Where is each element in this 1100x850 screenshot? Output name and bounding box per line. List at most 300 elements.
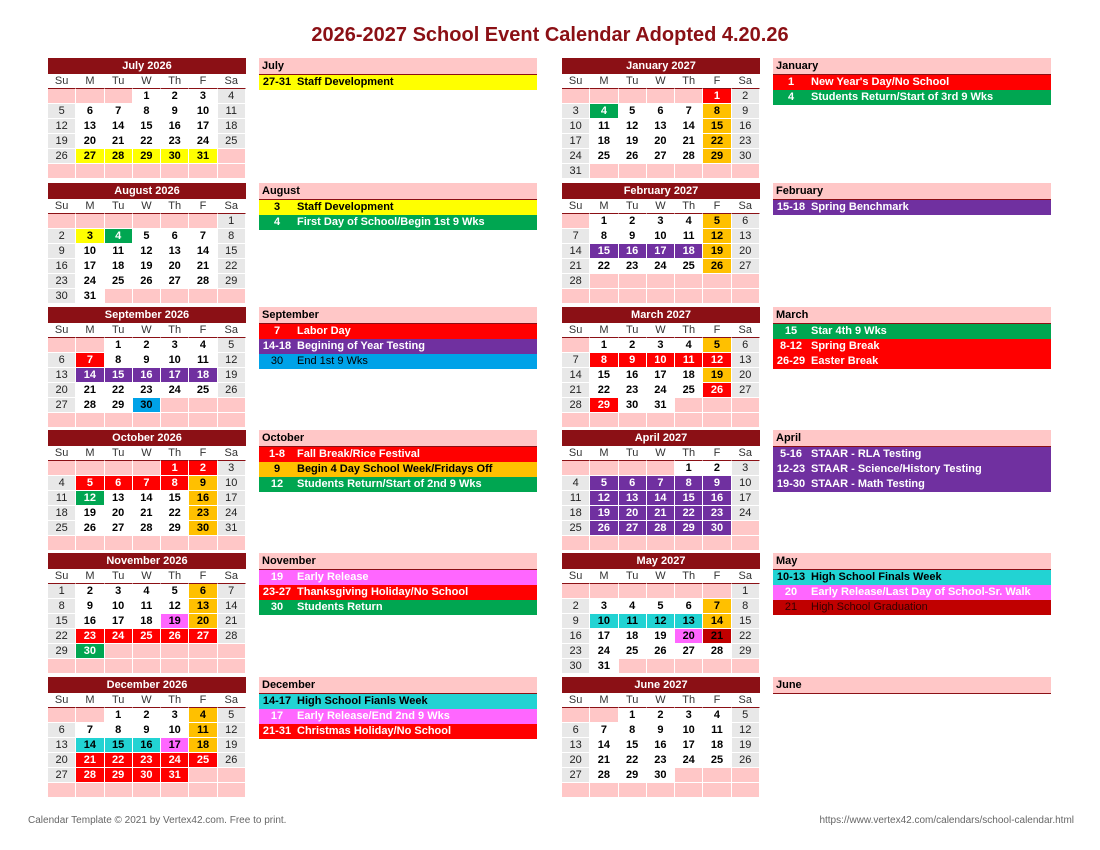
day-cell[interactable]: 26 <box>703 383 731 398</box>
day-cell[interactable]: 8 <box>105 353 133 368</box>
day-cell[interactable]: 11 <box>189 353 217 368</box>
day-cell[interactable]: 20 <box>732 244 760 259</box>
day-cell[interactable]: 1 <box>218 214 246 229</box>
day-cell[interactable]: 6 <box>732 338 760 353</box>
day-cell[interactable]: 24 <box>590 644 618 659</box>
day-cell[interactable]: 30 <box>562 659 590 674</box>
day-cell[interactable]: 7 <box>590 723 618 738</box>
day-cell[interactable]: 5 <box>218 708 246 723</box>
day-cell[interactable]: 15 <box>48 614 76 629</box>
day-cell[interactable]: 13 <box>161 244 189 259</box>
day-cell[interactable]: 15 <box>619 738 647 753</box>
day-cell[interactable]: 5 <box>590 476 618 491</box>
day-cell[interactable]: 18 <box>619 629 647 644</box>
day-cell[interactable]: 3 <box>161 338 189 353</box>
day-cell[interactable]: 9 <box>732 104 760 119</box>
day-cell[interactable]: 20 <box>732 368 760 383</box>
day-cell[interactable]: 28 <box>76 768 104 783</box>
day-cell[interactable]: 23 <box>732 134 760 149</box>
day-cell[interactable]: 4 <box>218 89 246 104</box>
day-cell[interactable]: 11 <box>218 104 246 119</box>
day-cell[interactable]: 2 <box>619 214 647 229</box>
day-cell[interactable]: 24 <box>161 753 189 768</box>
day-cell[interactable]: 1 <box>48 584 76 599</box>
day-cell[interactable]: 17 <box>76 259 104 274</box>
day-cell[interactable]: 27 <box>76 149 104 164</box>
day-cell[interactable]: 12 <box>218 353 246 368</box>
day-cell[interactable]: 9 <box>562 614 590 629</box>
day-cell[interactable]: 27 <box>675 644 703 659</box>
day-cell[interactable]: 5 <box>48 104 76 119</box>
day-cell[interactable]: 23 <box>161 134 189 149</box>
day-cell[interactable]: 19 <box>133 259 161 274</box>
day-cell[interactable]: 30 <box>76 644 104 659</box>
day-cell[interactable]: 22 <box>133 134 161 149</box>
day-cell[interactable]: 5 <box>703 214 731 229</box>
day-cell[interactable]: 27 <box>48 768 76 783</box>
day-cell[interactable]: 26 <box>218 383 246 398</box>
day-cell[interactable]: 4 <box>189 708 217 723</box>
day-cell[interactable]: 28 <box>133 521 161 536</box>
day-cell[interactable]: 19 <box>703 368 731 383</box>
day-cell[interactable]: 14 <box>189 244 217 259</box>
day-cell[interactable]: 15 <box>590 368 618 383</box>
day-cell[interactable]: 12 <box>703 229 731 244</box>
day-cell[interactable]: 12 <box>133 244 161 259</box>
day-cell[interactable]: 14 <box>590 738 618 753</box>
day-cell[interactable]: 20 <box>675 629 703 644</box>
day-cell[interactable]: 29 <box>590 398 618 413</box>
day-cell[interactable]: 27 <box>647 149 675 164</box>
day-cell[interactable]: 11 <box>105 244 133 259</box>
day-cell[interactable]: 9 <box>76 599 104 614</box>
day-cell[interactable]: 2 <box>647 708 675 723</box>
day-cell[interactable]: 11 <box>675 353 703 368</box>
day-cell[interactable]: 2 <box>48 229 76 244</box>
day-cell[interactable]: 19 <box>48 134 76 149</box>
day-cell[interactable]: 1 <box>675 461 703 476</box>
day-cell[interactable]: 10 <box>590 614 618 629</box>
day-cell[interactable]: 12 <box>647 614 675 629</box>
day-cell[interactable]: 13 <box>732 353 760 368</box>
day-cell[interactable]: 16 <box>76 614 104 629</box>
day-cell[interactable]: 25 <box>562 521 590 536</box>
day-cell[interactable]: 14 <box>703 614 731 629</box>
day-cell[interactable]: 11 <box>703 723 731 738</box>
day-cell[interactable]: 17 <box>590 629 618 644</box>
day-cell[interactable]: 13 <box>189 599 217 614</box>
day-cell[interactable]: 7 <box>105 104 133 119</box>
day-cell[interactable]: 22 <box>619 753 647 768</box>
day-cell[interactable]: 7 <box>76 723 104 738</box>
day-cell[interactable]: 17 <box>218 491 246 506</box>
day-cell[interactable]: 11 <box>189 723 217 738</box>
day-cell[interactable]: 27 <box>562 768 590 783</box>
day-cell[interactable]: 21 <box>562 259 590 274</box>
day-cell[interactable]: 30 <box>703 521 731 536</box>
day-cell[interactable]: 3 <box>647 214 675 229</box>
day-cell[interactable]: 8 <box>675 476 703 491</box>
day-cell[interactable]: 10 <box>562 119 590 134</box>
day-cell[interactable]: 28 <box>76 398 104 413</box>
day-cell[interactable]: 22 <box>590 259 618 274</box>
day-cell[interactable]: 11 <box>675 229 703 244</box>
day-cell[interactable]: 18 <box>189 368 217 383</box>
day-cell[interactable]: 13 <box>647 119 675 134</box>
day-cell[interactable]: 6 <box>675 599 703 614</box>
day-cell[interactable]: 28 <box>703 644 731 659</box>
day-cell[interactable]: 9 <box>48 244 76 259</box>
day-cell[interactable]: 9 <box>133 723 161 738</box>
day-cell[interactable]: 1 <box>590 214 618 229</box>
day-cell[interactable]: 14 <box>218 599 246 614</box>
day-cell[interactable]: 13 <box>675 614 703 629</box>
day-cell[interactable]: 8 <box>48 599 76 614</box>
day-cell[interactable]: 7 <box>647 476 675 491</box>
day-cell[interactable]: 23 <box>76 629 104 644</box>
day-cell[interactable]: 7 <box>133 476 161 491</box>
day-cell[interactable]: 16 <box>133 368 161 383</box>
day-cell[interactable]: 19 <box>76 506 104 521</box>
day-cell[interactable]: 27 <box>732 383 760 398</box>
day-cell[interactable]: 31 <box>647 398 675 413</box>
day-cell[interactable]: 30 <box>161 149 189 164</box>
day-cell[interactable]: 4 <box>48 476 76 491</box>
day-cell[interactable]: 6 <box>732 214 760 229</box>
day-cell[interactable]: 16 <box>161 119 189 134</box>
day-cell[interactable]: 24 <box>218 506 246 521</box>
day-cell[interactable]: 3 <box>590 599 618 614</box>
day-cell[interactable]: 18 <box>189 738 217 753</box>
day-cell[interactable]: 7 <box>562 229 590 244</box>
day-cell[interactable]: 11 <box>48 491 76 506</box>
day-cell[interactable]: 5 <box>703 338 731 353</box>
day-cell[interactable]: 22 <box>590 383 618 398</box>
day-cell[interactable]: 19 <box>619 134 647 149</box>
day-cell[interactable]: 12 <box>590 491 618 506</box>
day-cell[interactable]: 18 <box>675 244 703 259</box>
day-cell[interactable]: 27 <box>619 521 647 536</box>
day-cell[interactable]: 29 <box>218 274 246 289</box>
day-cell[interactable]: 29 <box>703 149 731 164</box>
day-cell[interactable]: 19 <box>218 738 246 753</box>
day-cell[interactable]: 22 <box>675 506 703 521</box>
day-cell[interactable]: 24 <box>732 506 760 521</box>
day-cell[interactable]: 10 <box>647 353 675 368</box>
day-cell[interactable]: 3 <box>76 229 104 244</box>
day-cell[interactable]: 17 <box>161 368 189 383</box>
day-cell[interactable]: 31 <box>218 521 246 536</box>
day-cell[interactable]: 2 <box>562 599 590 614</box>
day-cell[interactable]: 4 <box>133 584 161 599</box>
day-cell[interactable]: 10 <box>675 723 703 738</box>
day-cell[interactable]: 20 <box>189 614 217 629</box>
day-cell[interactable]: 22 <box>218 259 246 274</box>
day-cell[interactable]: 3 <box>675 708 703 723</box>
day-cell[interactable]: 16 <box>647 738 675 753</box>
day-cell[interactable]: 24 <box>76 274 104 289</box>
day-cell[interactable]: 31 <box>590 659 618 674</box>
day-cell[interactable]: 20 <box>76 134 104 149</box>
day-cell[interactable]: 19 <box>590 506 618 521</box>
day-cell[interactable]: 5 <box>76 476 104 491</box>
day-cell[interactable]: 22 <box>161 506 189 521</box>
day-cell[interactable]: 2 <box>133 708 161 723</box>
day-cell[interactable]: 30 <box>189 521 217 536</box>
day-cell[interactable]: 10 <box>161 723 189 738</box>
footer-url[interactable]: https://www.vertex42.com/calendars/school-calendar.html <box>819 815 1074 826</box>
day-cell[interactable]: 5 <box>161 584 189 599</box>
day-cell[interactable]: 17 <box>562 134 590 149</box>
day-cell[interactable]: 31 <box>76 289 104 304</box>
day-cell[interactable]: 28 <box>105 149 133 164</box>
day-cell[interactable]: 12 <box>48 119 76 134</box>
day-cell[interactable]: 30 <box>133 398 161 413</box>
day-cell[interactable]: 11 <box>590 119 618 134</box>
day-cell[interactable]: 6 <box>76 104 104 119</box>
day-cell[interactable]: 11 <box>562 491 590 506</box>
day-cell[interactable]: 15 <box>161 491 189 506</box>
day-cell[interactable]: 8 <box>590 229 618 244</box>
day-cell[interactable]: 13 <box>48 738 76 753</box>
day-cell[interactable]: 28 <box>675 149 703 164</box>
day-cell[interactable]: 23 <box>189 506 217 521</box>
day-cell[interactable]: 15 <box>133 119 161 134</box>
day-cell[interactable]: 1 <box>590 338 618 353</box>
day-cell[interactable]: 18 <box>105 259 133 274</box>
day-cell[interactable]: 27 <box>105 521 133 536</box>
day-cell[interactable]: 17 <box>647 368 675 383</box>
day-cell[interactable]: 29 <box>133 149 161 164</box>
day-cell[interactable]: 27 <box>189 629 217 644</box>
day-cell[interactable]: 27 <box>732 259 760 274</box>
day-cell[interactable]: 4 <box>189 338 217 353</box>
day-cell[interactable]: 4 <box>590 104 618 119</box>
day-cell[interactable]: 1 <box>732 584 760 599</box>
day-cell[interactable]: 5 <box>133 229 161 244</box>
day-cell[interactable]: 25 <box>189 383 217 398</box>
day-cell[interactable]: 1 <box>619 708 647 723</box>
day-cell[interactable]: 15 <box>703 119 731 134</box>
day-cell[interactable]: 17 <box>161 738 189 753</box>
day-cell[interactable]: 13 <box>105 491 133 506</box>
day-cell[interactable]: 21 <box>675 134 703 149</box>
day-cell[interactable]: 27 <box>161 274 189 289</box>
day-cell[interactable]: 17 <box>675 738 703 753</box>
day-cell[interactable]: 26 <box>590 521 618 536</box>
day-cell[interactable]: 6 <box>48 723 76 738</box>
day-cell[interactable]: 9 <box>647 723 675 738</box>
day-cell[interactable]: 18 <box>590 134 618 149</box>
day-cell[interactable]: 3 <box>218 461 246 476</box>
day-cell[interactable]: 1 <box>105 708 133 723</box>
day-cell[interactable]: 26 <box>161 629 189 644</box>
day-cell[interactable]: 21 <box>218 614 246 629</box>
day-cell[interactable]: 24 <box>647 259 675 274</box>
day-cell[interactable]: 29 <box>161 521 189 536</box>
day-cell[interactable]: 5 <box>732 708 760 723</box>
day-cell[interactable]: 2 <box>619 338 647 353</box>
day-cell[interactable]: 29 <box>48 644 76 659</box>
day-cell[interactable]: 20 <box>647 134 675 149</box>
day-cell[interactable]: 28 <box>562 274 590 289</box>
day-cell[interactable]: 21 <box>590 753 618 768</box>
day-cell[interactable]: 20 <box>161 259 189 274</box>
day-cell[interactable]: 25 <box>675 383 703 398</box>
day-cell[interactable]: 18 <box>133 614 161 629</box>
day-cell[interactable]: 7 <box>703 599 731 614</box>
day-cell[interactable]: 20 <box>48 383 76 398</box>
day-cell[interactable]: 14 <box>675 119 703 134</box>
day-cell[interactable]: 8 <box>732 599 760 614</box>
day-cell[interactable]: 22 <box>48 629 76 644</box>
day-cell[interactable]: 21 <box>703 629 731 644</box>
day-cell[interactable]: 12 <box>218 723 246 738</box>
day-cell[interactable]: 16 <box>133 738 161 753</box>
day-cell[interactable]: 31 <box>189 149 217 164</box>
day-cell[interactable]: 22 <box>105 753 133 768</box>
day-cell[interactable]: 2 <box>76 584 104 599</box>
day-cell[interactable]: 8 <box>703 104 731 119</box>
day-cell[interactable]: 28 <box>590 768 618 783</box>
day-cell[interactable]: 30 <box>647 768 675 783</box>
day-cell[interactable]: 23 <box>703 506 731 521</box>
day-cell[interactable]: 7 <box>218 584 246 599</box>
day-cell[interactable]: 3 <box>562 104 590 119</box>
day-cell[interactable]: 4 <box>562 476 590 491</box>
day-cell[interactable]: 21 <box>76 383 104 398</box>
day-cell[interactable]: 25 <box>619 644 647 659</box>
day-cell[interactable]: 26 <box>133 274 161 289</box>
day-cell[interactable]: 3 <box>732 461 760 476</box>
day-cell[interactable]: 20 <box>562 753 590 768</box>
day-cell[interactable]: 17 <box>189 119 217 134</box>
day-cell[interactable]: 16 <box>703 491 731 506</box>
day-cell[interactable]: 29 <box>105 768 133 783</box>
day-cell[interactable]: 19 <box>218 368 246 383</box>
day-cell[interactable]: 21 <box>133 506 161 521</box>
day-cell[interactable]: 8 <box>590 353 618 368</box>
day-cell[interactable]: 23 <box>133 753 161 768</box>
day-cell[interactable]: 12 <box>703 353 731 368</box>
day-cell[interactable]: 30 <box>619 398 647 413</box>
day-cell[interactable]: 10 <box>218 476 246 491</box>
day-cell[interactable]: 18 <box>675 368 703 383</box>
day-cell[interactable]: 18 <box>48 506 76 521</box>
day-cell[interactable]: 8 <box>619 723 647 738</box>
day-cell[interactable]: 10 <box>76 244 104 259</box>
day-cell[interactable]: 13 <box>619 491 647 506</box>
day-cell[interactable]: 11 <box>133 599 161 614</box>
day-cell[interactable]: 14 <box>647 491 675 506</box>
day-cell[interactable]: 26 <box>48 149 76 164</box>
day-cell[interactable]: 24 <box>161 383 189 398</box>
day-cell[interactable]: 4 <box>105 229 133 244</box>
day-cell[interactable]: 23 <box>48 274 76 289</box>
day-cell[interactable]: 14 <box>562 368 590 383</box>
day-cell[interactable]: 9 <box>703 476 731 491</box>
day-cell[interactable]: 5 <box>647 599 675 614</box>
day-cell[interactable]: 19 <box>647 629 675 644</box>
day-cell[interactable]: 24 <box>675 753 703 768</box>
day-cell[interactable]: 26 <box>76 521 104 536</box>
day-cell[interactable]: 9 <box>189 476 217 491</box>
day-cell[interactable]: 9 <box>161 104 189 119</box>
day-cell[interactable]: 15 <box>590 244 618 259</box>
day-cell[interactable]: 12 <box>732 723 760 738</box>
day-cell[interactable]: 2 <box>189 461 217 476</box>
day-cell[interactable]: 2 <box>161 89 189 104</box>
day-cell[interactable]: 12 <box>161 599 189 614</box>
day-cell[interactable]: 5 <box>218 338 246 353</box>
day-cell[interactable]: 21 <box>76 753 104 768</box>
day-cell[interactable]: 29 <box>675 521 703 536</box>
day-cell[interactable]: 14 <box>562 244 590 259</box>
day-cell[interactable]: 26 <box>647 644 675 659</box>
day-cell[interactable]: 6 <box>619 476 647 491</box>
day-cell[interactable]: 18 <box>703 738 731 753</box>
day-cell[interactable]: 21 <box>562 383 590 398</box>
day-cell[interactable]: 24 <box>647 383 675 398</box>
day-cell[interactable]: 4 <box>675 214 703 229</box>
day-cell[interactable]: 23 <box>133 383 161 398</box>
day-cell[interactable]: 23 <box>619 383 647 398</box>
day-cell[interactable]: 15 <box>218 244 246 259</box>
day-cell[interactable]: 23 <box>562 644 590 659</box>
day-cell[interactable]: 21 <box>647 506 675 521</box>
day-cell[interactable]: 1 <box>105 338 133 353</box>
day-cell[interactable]: 8 <box>133 104 161 119</box>
day-cell[interactable]: 8 <box>218 229 246 244</box>
day-cell[interactable]: 30 <box>732 149 760 164</box>
day-cell[interactable]: 16 <box>619 244 647 259</box>
day-cell[interactable]: 13 <box>732 229 760 244</box>
day-cell[interactable]: 8 <box>105 723 133 738</box>
day-cell[interactable]: 1 <box>703 89 731 104</box>
day-cell[interactable]: 20 <box>619 506 647 521</box>
day-cell[interactable]: 6 <box>48 353 76 368</box>
day-cell[interactable]: 29 <box>105 398 133 413</box>
day-cell[interactable]: 1 <box>161 461 189 476</box>
day-cell[interactable]: 14 <box>76 738 104 753</box>
day-cell[interactable]: 3 <box>105 584 133 599</box>
day-cell[interactable]: 28 <box>647 521 675 536</box>
day-cell[interactable]: 24 <box>562 149 590 164</box>
day-cell[interactable]: 26 <box>619 149 647 164</box>
day-cell[interactable]: 31 <box>161 768 189 783</box>
day-cell[interactable]: 16 <box>189 491 217 506</box>
day-cell[interactable]: 28 <box>218 629 246 644</box>
day-cell[interactable]: 3 <box>161 708 189 723</box>
day-cell[interactable]: 15 <box>675 491 703 506</box>
day-cell[interactable]: 27 <box>48 398 76 413</box>
day-cell[interactable]: 22 <box>732 629 760 644</box>
day-cell[interactable]: 8 <box>161 476 189 491</box>
day-cell[interactable]: 20 <box>48 753 76 768</box>
day-cell[interactable]: 25 <box>105 274 133 289</box>
day-cell[interactable]: 16 <box>48 259 76 274</box>
day-cell[interactable]: 22 <box>105 383 133 398</box>
day-cell[interactable]: 9 <box>133 353 161 368</box>
day-cell[interactable]: 6 <box>189 584 217 599</box>
day-cell[interactable]: 17 <box>647 244 675 259</box>
day-cell[interactable]: 28 <box>189 274 217 289</box>
day-cell[interactable]: 2 <box>732 89 760 104</box>
day-cell[interactable]: 7 <box>189 229 217 244</box>
day-cell[interactable]: 15 <box>105 368 133 383</box>
day-cell[interactable]: 2 <box>133 338 161 353</box>
day-cell[interactable]: 5 <box>619 104 647 119</box>
